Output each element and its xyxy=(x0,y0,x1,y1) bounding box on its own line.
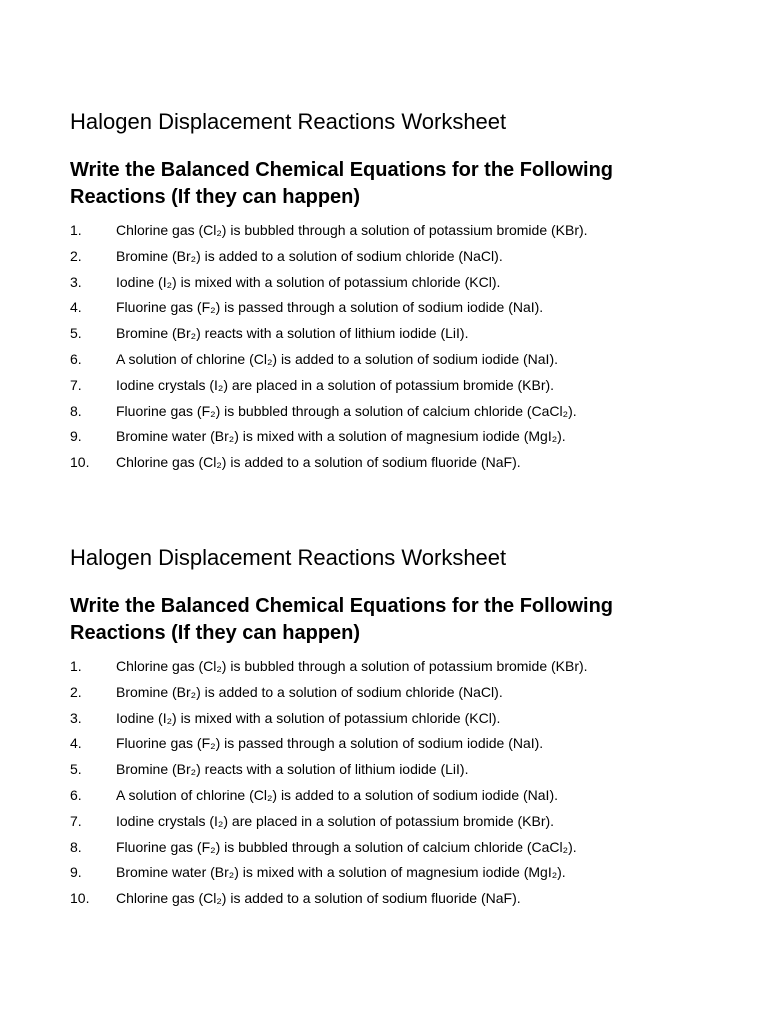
question-item xyxy=(70,654,710,680)
question-item xyxy=(70,244,710,270)
question-item xyxy=(70,783,710,809)
question-text: Bromine (Br₂) reacts with a solution of lithium iodide (LiI). xyxy=(116,761,469,778)
question-item xyxy=(70,270,710,296)
question-text: Chlorine gas (Cl₂) is added to a solution of sodium fluoride (NaF). xyxy=(116,454,521,471)
question-number: 4. xyxy=(70,299,82,316)
question-item xyxy=(70,373,710,399)
question-item xyxy=(70,731,710,757)
worksheet-section-2 xyxy=(70,543,710,912)
question-number: 9. xyxy=(70,428,82,445)
question-item xyxy=(70,424,710,450)
worksheet-title: Halogen Displacement Reactions Worksheet xyxy=(70,109,507,134)
question-item xyxy=(70,399,710,425)
question-list xyxy=(70,654,710,912)
question-text: Fluorine gas (F₂) is passed through a solution of sodium iodide (NaI). xyxy=(116,299,544,316)
worksheet-title: Halogen Displacement Reactions Worksheet xyxy=(70,545,507,570)
question-number: 5. xyxy=(70,325,82,342)
worksheet-subtitle: Write the Balanced Chemical Equations for the Following Reactions (If they can happen) xyxy=(70,595,614,644)
question-text: A solution of chlorine (Cl₂) is added to a solution of sodium iodide (NaI). xyxy=(116,786,558,803)
question-number: 10. xyxy=(70,890,90,907)
question-item xyxy=(70,450,710,476)
question-list xyxy=(70,218,710,476)
question-text: Fluorine gas (F₂) is bubbled through a solution of calcium chloride (CaCl₂). xyxy=(116,838,577,855)
question-number: 8. xyxy=(70,838,82,855)
question-item xyxy=(70,347,710,373)
question-text: Chlorine gas (Cl₂) is added to a solution of sodium fluoride (NaF). xyxy=(116,890,521,907)
question-text: Iodine crystals (I₂) are placed in a solution of potassium bromide (KBr). xyxy=(116,376,555,393)
question-text: Bromine (Br₂) is added to a solution of sodium chloride (NaCl). xyxy=(116,683,503,700)
question-number: 6. xyxy=(70,350,82,367)
question-number: 9. xyxy=(70,864,82,881)
question-number: 8. xyxy=(70,402,82,419)
question-number: 4. xyxy=(70,735,82,752)
question-item xyxy=(70,757,710,783)
question-text: Bromine water (Br₂) is mixed with a solution of magnesium iodide (MgI₂). xyxy=(116,428,566,445)
question-number: 3. xyxy=(70,273,82,290)
question-number: 6. xyxy=(70,786,82,803)
question-item xyxy=(70,809,710,835)
question-number: 1. xyxy=(70,658,82,674)
question-item xyxy=(70,295,710,321)
question-text: Iodine crystals (I₂) are placed in a solution of potassium bromide (KBr). xyxy=(116,812,555,829)
question-text: Bromine (Br₂) reacts with a solution of lithium iodide (LiI). xyxy=(116,325,469,342)
question-number: 3. xyxy=(70,709,82,726)
worksheet-subtitle: Write the Balanced Chemical Equations for the Following Reactions (If they can happen) xyxy=(70,159,614,208)
question-item xyxy=(70,860,710,886)
question-item xyxy=(70,218,710,244)
worksheet-section-1 xyxy=(70,107,710,476)
question-text: Bromine (Br₂) is added to a solution of sodium chloride (NaCl). xyxy=(116,247,503,264)
question-text: Fluorine gas (F₂) is bubbled through a solution of calcium chloride (CaCl₂). xyxy=(116,402,577,419)
question-item xyxy=(70,680,710,706)
question-text: A solution of chlorine (Cl₂) is added to a solution of sodium iodide (NaI). xyxy=(116,350,558,367)
question-item xyxy=(70,835,710,861)
question-number: 7. xyxy=(70,376,82,393)
question-item xyxy=(70,321,710,347)
question-text: Fluorine gas (F₂) is passed through a solution of sodium iodide (NaI). xyxy=(116,735,544,752)
question-text: Chlorine gas (Cl₂) is bubbled through a solution of potassium bromide (KBr). xyxy=(116,658,588,674)
question-text: Iodine (I₂) is mixed with a solution of potassium chloride (KCl). xyxy=(116,273,501,290)
question-number: 5. xyxy=(70,761,82,778)
question-text: Iodine (I₂) is mixed with a solution of potassium chloride (KCl). xyxy=(116,709,501,726)
question-item xyxy=(70,706,710,732)
question-item xyxy=(70,886,710,912)
question-number: 2. xyxy=(70,247,82,264)
question-number: 1. xyxy=(70,222,82,238)
question-number: 10. xyxy=(70,454,90,471)
question-text: Bromine water (Br₂) is mixed with a solution of magnesium iodide (MgI₂). xyxy=(116,864,566,881)
question-number: 7. xyxy=(70,812,82,829)
question-number: 2. xyxy=(70,683,82,700)
question-text: Chlorine gas (Cl₂) is bubbled through a solution of potassium bromide (KBr). xyxy=(116,222,588,238)
